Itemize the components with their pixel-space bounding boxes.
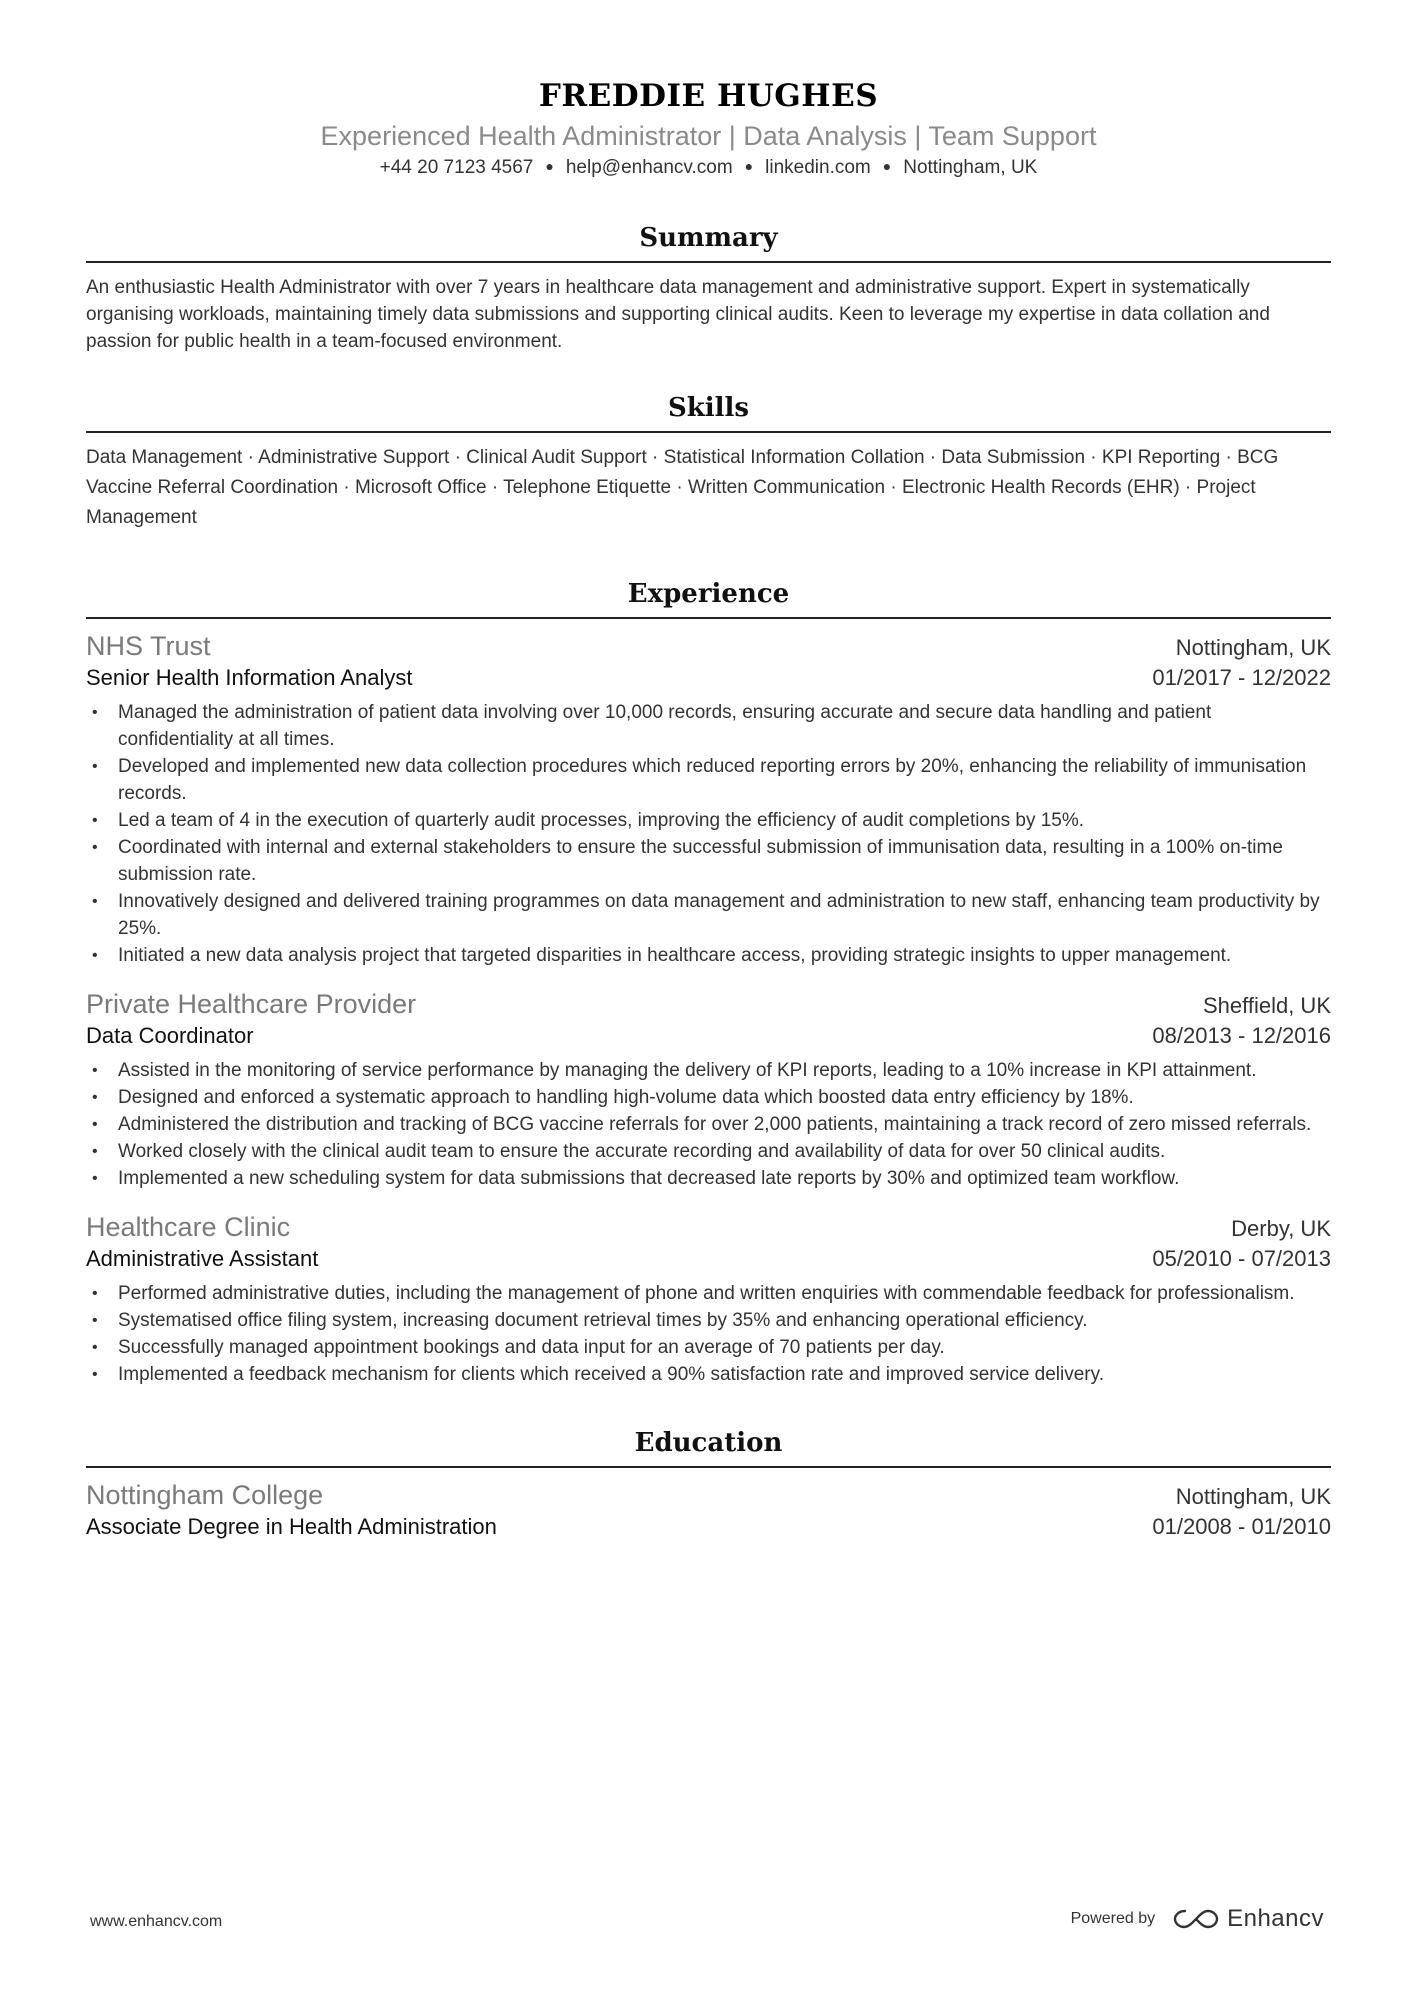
section-divider bbox=[86, 1466, 1331, 1468]
section-title-education: Education bbox=[634, 1428, 783, 1458]
job-bullet: • Assisted in the monitoring of service performance by managing the delivery of KPI reports, leading to a 10% increase in KPI attainment. bbox=[86, 1057, 1331, 1084]
enhancv-logo-icon bbox=[1173, 1907, 1219, 1931]
summary-text: An enthusiastic Health Administrator with over 7 years in healthcare data management and administrative support. Expert in systematically organising workloads, maintaining timely data submissions and supporting clinical audits. Keen to leverage my expertise in data collation and passion for public health in a team-focused environment. bbox=[86, 277, 1270, 352]
bullet-separator: ● bbox=[882, 158, 892, 174]
section-title-skills: Skills bbox=[667, 393, 750, 423]
job-role: Administrative Assistant bbox=[86, 1246, 319, 1271]
job-bullet: • Successfully managed appointment bookings and data input for an average of 70 patients per day. bbox=[86, 1334, 1331, 1361]
job-dates: 08/2013 - 12/2016 bbox=[1152, 1023, 1331, 1048]
job-bullet: • Administered the distribution and tracking of BCG vaccine referrals for over 2,000 patients, maintaining a track record of zero missed referrals. bbox=[86, 1111, 1331, 1138]
summary-section bbox=[86, 221, 1331, 355]
education-section bbox=[86, 1426, 1331, 1542]
job-bullet: • Implemented a feedback mechanism for clients which received a 90% satisfaction rate and improved service delivery. bbox=[86, 1361, 1331, 1388]
education-degree: Associate Degree in Health Administration bbox=[86, 1514, 497, 1539]
job-bullets bbox=[86, 699, 1331, 969]
skills-section bbox=[86, 391, 1331, 533]
job-role: Senior Health Information Analyst bbox=[86, 665, 413, 690]
contact-phone[interactable]: +44 20 7123 4567 bbox=[379, 157, 534, 178]
job-bullet: • Innovatively designed and delivered training programmes on data management and administration to new staff, enhancing team productivity by 25%. bbox=[86, 888, 1331, 942]
job-bullet: • Managed the administration of patient data involving over 10,000 records, ensuring accurate and secure data handling and patient confidentiality at all times. bbox=[86, 699, 1331, 753]
job-bullets bbox=[86, 1280, 1331, 1388]
section-divider bbox=[86, 431, 1331, 433]
skills-list: Data Management · Administrative Support · Clinical Audit Support · Statistical Information Collation · Data Submission · KPI Reporting · BCG Vaccine Referral Coordination · Microsoft Office · Telephone Etiquette · Written Communication · Electronic Health Records (EHR) · Project Management bbox=[86, 447, 1279, 528]
education-dates: 01/2008 - 01/2010 bbox=[1152, 1514, 1331, 1539]
resume-header bbox=[86, 0, 1331, 181]
job-bullet: • Performed administrative duties, including the management of phone and written enquiries with commendable feedback for professionalism. bbox=[86, 1280, 1331, 1307]
education-location: Nottingham, UK bbox=[1175, 1484, 1331, 1509]
job-location: Nottingham, UK bbox=[1175, 635, 1331, 660]
contact-linkedin[interactable]: linkedin.com bbox=[765, 157, 871, 178]
job-bullet: • Implemented a new scheduling system for data submissions that decreased late reports by 30% and optimized team workflow. bbox=[86, 1165, 1331, 1192]
experience-section bbox=[86, 577, 1331, 1388]
section-divider bbox=[86, 617, 1331, 619]
job-bullet: • Initiated a new data analysis project that targeted disparities in healthcare access, providing strategic insights to upper management. bbox=[86, 942, 1331, 969]
powered-by-label: Powered by bbox=[1070, 1910, 1156, 1927]
contact-location: Nottingham, UK bbox=[903, 157, 1038, 178]
section-title-summary: Summary bbox=[639, 223, 778, 253]
section-divider bbox=[86, 261, 1331, 263]
job-dates: 01/2017 - 12/2022 bbox=[1152, 665, 1331, 690]
candidate-tagline: Experienced Health Administrator | Data Analysis | Team Support bbox=[320, 121, 1097, 151]
job-bullet: • Coordinated with internal and external stakeholders to ensure the successful submission of immunisation data, resulting in a 100% on-time submission rate. bbox=[86, 834, 1331, 888]
job-bullet: • Worked closely with the clinical audit team to ensure the accurate recording and availability of data for over 50 clinical audits. bbox=[86, 1138, 1331, 1165]
job-bullet: • Developed and implemented new data collection procedures which reduced reporting errors by 20%, enhancing the reliability of immunisation records. bbox=[86, 753, 1331, 807]
job-bullet: • Led a team of 4 in the execution of quarterly audit processes, improving the efficiency of audit completions by 15%. bbox=[86, 807, 1331, 834]
job-entry bbox=[86, 987, 1331, 1192]
candidate-name: FREDDIE HUGHES bbox=[538, 78, 879, 114]
job-bullet: • Designed and enforced a systematic approach to handling high-volume data which boosted data entry efficiency by 18%. bbox=[86, 1084, 1331, 1111]
job-role: Data Coordinator bbox=[86, 1023, 254, 1048]
resume-page bbox=[86, 0, 1331, 1542]
footer-branding bbox=[1071, 1905, 1324, 1933]
job-company: NHS Trust bbox=[86, 631, 211, 661]
job-location: Derby, UK bbox=[1231, 1216, 1331, 1241]
section-title-experience: Experience bbox=[627, 579, 790, 609]
education-school: Nottingham College bbox=[86, 1480, 324, 1510]
enhancv-brand-link[interactable] bbox=[1173, 1905, 1324, 1933]
job-dates: 05/2010 - 07/2013 bbox=[1152, 1246, 1331, 1271]
job-entry bbox=[86, 629, 1331, 969]
page-footer bbox=[0, 1905, 1410, 1945]
job-bullet: • Systematised office filing system, increasing document retrieval times by 35% and enhancing operational efficiency. bbox=[86, 1307, 1331, 1334]
job-location: Sheffield, UK bbox=[1202, 993, 1331, 1018]
education-entry bbox=[86, 1478, 1331, 1542]
job-entry bbox=[86, 1210, 1331, 1388]
bullet-separator: ● bbox=[545, 158, 554, 174]
job-company: Private Healthcare Provider bbox=[86, 989, 417, 1019]
contact-email[interactable]: help@enhancv.com bbox=[565, 157, 733, 178]
job-company: Healthcare Clinic bbox=[86, 1212, 291, 1242]
footer-website-link[interactable]: www.enhancv.com bbox=[90, 1913, 223, 1930]
enhancv-brand-name: Enhancv bbox=[1227, 1905, 1324, 1932]
job-bullets bbox=[86, 1057, 1331, 1192]
bullet-separator: ● bbox=[744, 158, 754, 174]
contact-line bbox=[86, 155, 1331, 181]
